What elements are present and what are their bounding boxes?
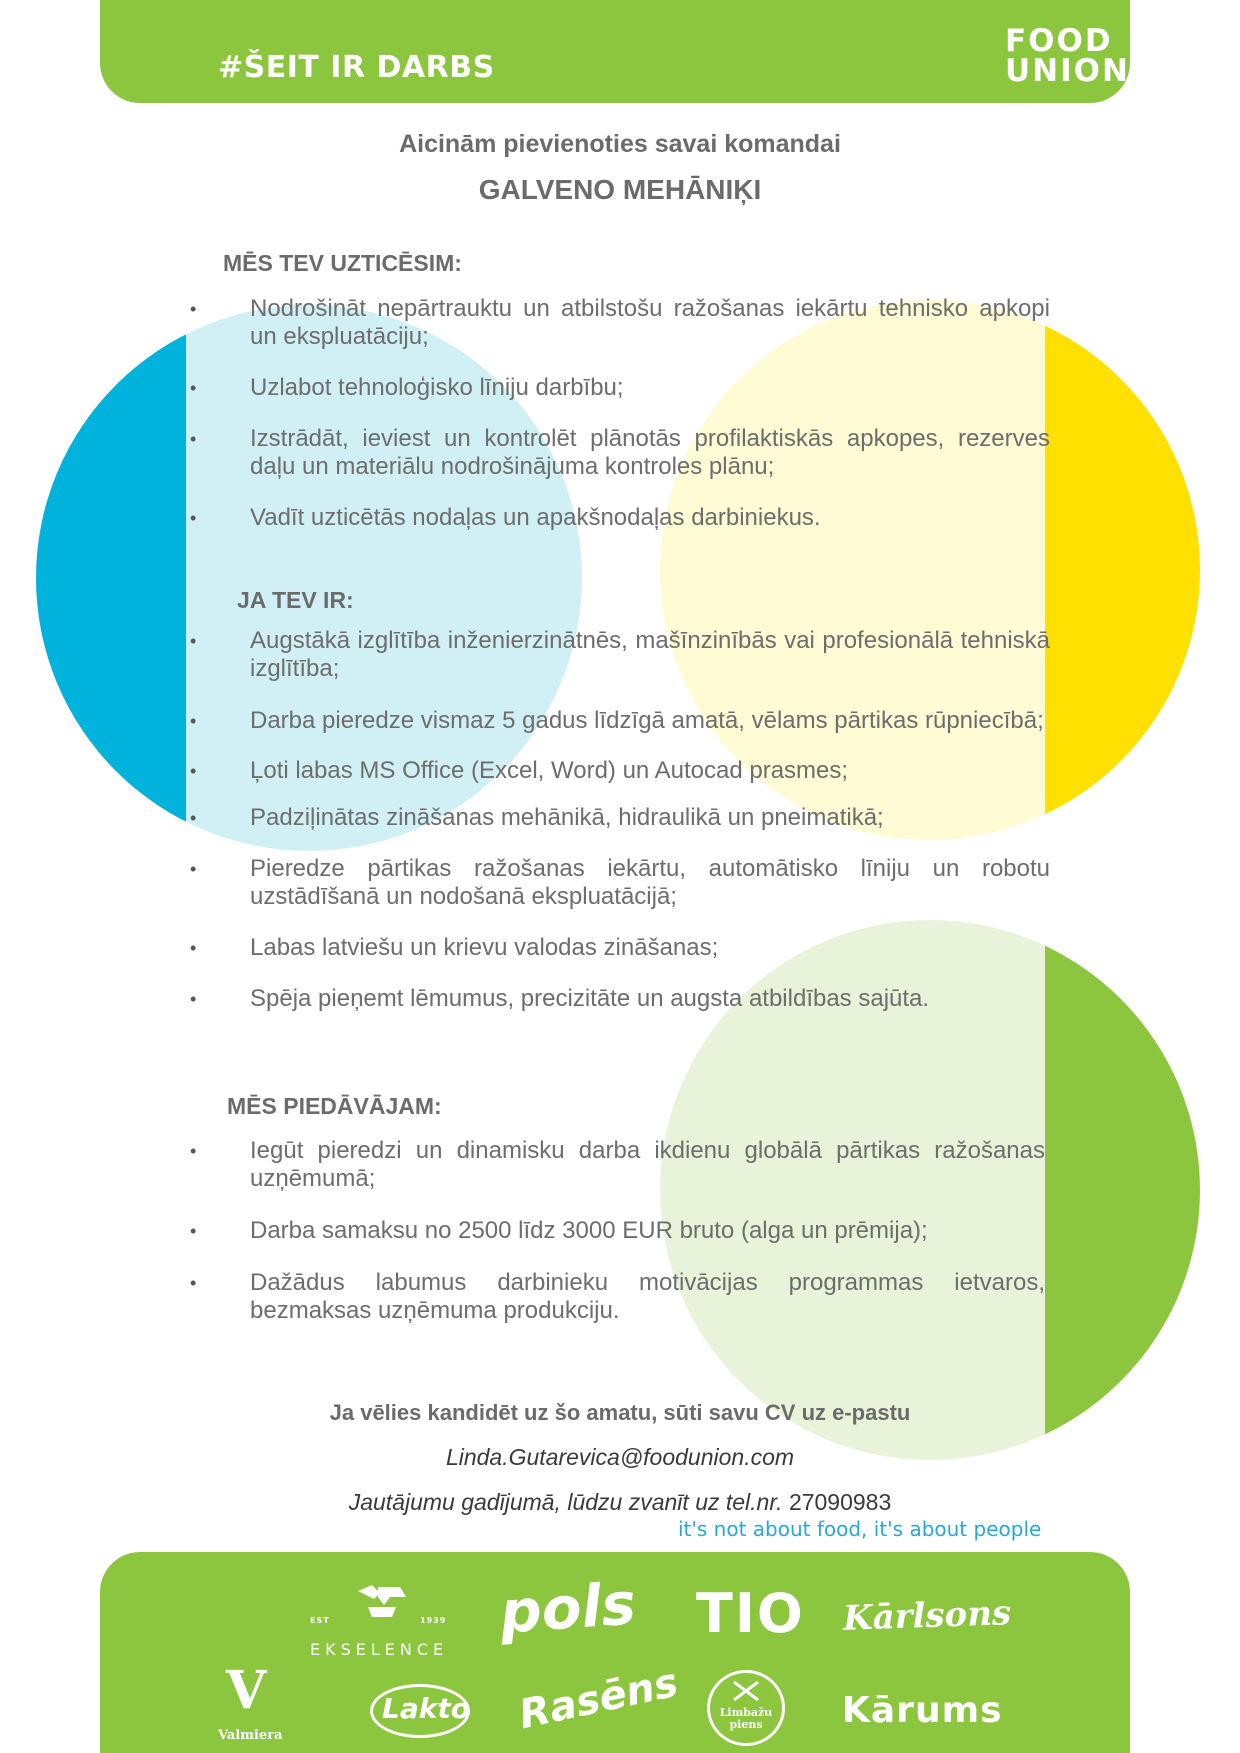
list-item-text: Augstākā izglītība inženierzinātnēs, mašīnzinībās vai profesionālā tehniskā izglītība; [250,627,1050,682]
phone-lead-text: Jautājumu gadījumā, lūdzu zvanīt uz tel.nr. [348,1489,783,1515]
list-item-text: Dažādus labumus darbinieku motivācijas programmas ietvaros, bezmaksas uzņēmuma produkciju. [250,1269,1045,1324]
brand-limbazu-piens: Limbažu piens [719,1706,773,1731]
bullet-icon: • [190,378,197,398]
list-item [190,757,1050,785]
food-union-logo [1005,23,1130,90]
bullet-icon: • [190,808,197,828]
list-item [190,855,1050,911]
logo-line-union: UNION [1005,53,1130,89]
bullet-icon: • [190,938,197,958]
list-item-text: Darba samaksu no 2500 līdz 3000 EUR bruto (alga un prēmija); [250,1217,928,1244]
list-item [190,934,1050,962]
responsibilities-list [190,295,1050,532]
section-heading-responsibilities: MĒS TEV UZTICĒSIM: [223,250,462,276]
valmiera-v-logo: V [226,1660,267,1721]
list-item-text: Padziļinātas zināšanas mehānikā, hidraulikā un pneimatikā; [250,804,884,831]
brand-lakto: Lakto [382,1692,470,1725]
list-item-text: Labas latviešu un krievu valodas zināšanas; [250,934,719,961]
list-item-text: Nodrošināt nepārtrauktu un atbilstošu ražošanas iekārtu tehnisko apkopi un ekspluatāciju; [250,295,1050,350]
list-item-text: Spēja pieņemt lēmumus, precizitāte un augsta atbildības sajūta. [250,985,930,1012]
bullet-icon: • [190,711,197,731]
ekselence-year: 1939 [420,1616,447,1625]
ekselence-est: EST [310,1616,330,1625]
list-item [190,707,1050,735]
list-item [190,1269,1045,1325]
eagle-icon [354,1583,410,1623]
list-item-text: Izstrādāt, ieviest un kontrolēt plānotās profilaktiskās apkopes, rezerves daļu un materiālu nodrošinājuma kontroles plānu; [250,425,1050,480]
hashtag-title: #ŠEIT IR DARBS [218,50,495,85]
brand-karlsons: Kārlsons [842,1593,1012,1639]
contact-phone [0,1489,1240,1516]
offer-list [190,1137,1045,1325]
logo-line-food: FOOD [1005,23,1113,59]
requirements-list [190,627,1050,1013]
list-item [190,295,1050,351]
phone-number[interactable]: 27090983 [788,1489,892,1515]
footer-band [100,1552,1130,1753]
bullet-icon: • [190,989,197,1009]
list-item [190,1137,1045,1193]
intro-text: Aicinām pievienoties savai komandai [399,130,841,158]
bullet-icon: • [190,1221,197,1241]
section-heading-offer: MĒS PIEDĀVĀJAM: [227,1093,442,1119]
bullet-icon: • [190,299,197,319]
header-band [100,0,1130,103]
apply-call-to-action: Ja vēlies kandidēt uz šo amatu, sūti savu CV uz e-pastu [329,1400,911,1425]
bullet-icon: • [190,761,197,781]
brand-valmiera: Valmiera [218,1728,283,1743]
contact-email[interactable]: Linda.Gutarevica@foodunion.com [445,1444,795,1470]
list-item [190,627,1050,683]
list-item [190,374,1050,402]
bullet-icon: • [190,508,197,528]
bullet-icon: • [190,429,197,449]
brand-karums: Kārums [842,1690,1003,1731]
brand-rasens: Rasēns [514,1659,683,1739]
list-item-text: Ļoti labas MS Office (Excel, Word) un Autocad prasmes; [250,757,849,784]
brand-ekselence: EKSELENCE [310,1640,449,1659]
section-heading-requirements: JA TEV IR: [237,587,354,613]
list-item-text: Uzlabot tehnoloģisko līniju darbību; [250,374,624,401]
bullet-icon: • [190,1273,197,1293]
list-item-text: Vadīt uzticētās nodaļas un apakšnodaļas darbiniekus. [250,504,821,531]
bullet-icon: • [190,1141,197,1161]
bullet-icon: • [190,859,197,879]
list-item [190,425,1050,481]
list-item-text: Pieredze pārtikas ražošanas iekārtu, automātisko līniju un robotu uzstādīšanā un nodošanā ekspluatācijā; [250,855,1050,910]
position-title: GALVENO MEHĀNIĶI [478,174,762,205]
limbazu-badge [707,1670,785,1746]
list-item [190,1217,1045,1245]
brand-pols: pols [497,1569,638,1647]
list-item [190,985,1050,1013]
list-item [190,804,1050,832]
slogan: it's not about food, it's about people [678,1517,1042,1541]
list-item-text: Darba pieredze vismaz 5 gadus līdzīgā amatā, vēlams pārtikas rūpniecībā; [250,707,1044,734]
brand-tio: TIO [696,1582,805,1645]
windmill-icon [731,1679,761,1703]
list-item-text: Iegūt pieredzi un dinamisku darba ikdienu globālā pārtikas ražošanas uzņēmumā; [250,1137,1045,1192]
list-item [190,504,1050,532]
bullet-icon: • [190,631,197,651]
